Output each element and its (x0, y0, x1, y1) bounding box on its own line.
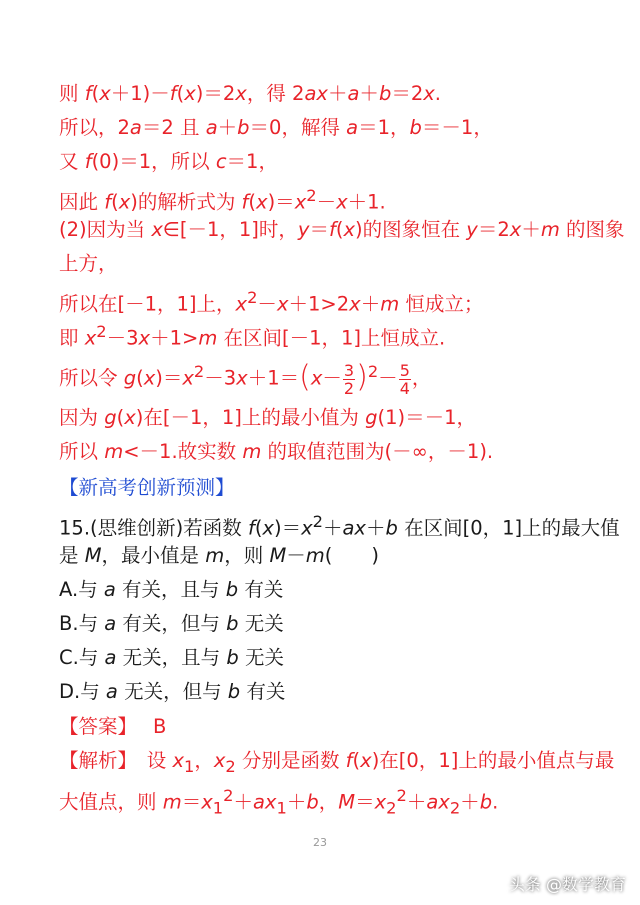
question-line-1: 15.(思维创新)若函数 $f(x)=x^2+ax+b$ 在区间[0，1]上的最大值 (59, 512, 620, 540)
solution-line-5: (2)因为当 x∈[－1，1]时，y＝f(x)的图象恒在 y＝2x＋m 的图象 (59, 218, 625, 241)
question-line-2: 是 M，最小值是 m，则 M－m( ) (59, 544, 379, 567)
solution-line-6: 上方， (59, 252, 118, 275)
solution-line-10: 因为 g(x)在[－1，1]上的最小值为 g(1)＝－1， (59, 406, 477, 429)
answer-line (59, 714, 166, 740)
solution-line-1: 则 f(x＋1)－f(x)＝2x，得 2ax＋a＋b＝2x. (59, 82, 441, 105)
solution-line-2: 所以，2a＝2 且 a＋b＝0，解得 a＝1，b＝－1， (59, 116, 493, 139)
analysis-line-1: 【解析】 设 $x_1$，$x_2$ 分别是函数 f(x)在[0，1]上的最小值点与最 (59, 749, 615, 776)
watermark: 头条 @数学教育 (508, 875, 626, 894)
solution-line-7: 所以在[－1，1]上，$x^2-x+1>2x+m$ 恒成立； (59, 288, 484, 316)
section-heading: 【新高考创新预测】 (59, 476, 235, 499)
solution-line-3: 又 f(0)＝1，所以 c＝1， (59, 150, 278, 173)
answer-label: 【答案】 (59, 715, 128, 738)
analysis-line-2: 大值点，则 $m=x_1^2+ax_1+b$，$M=x_2^2+ax_2+b$. (59, 786, 499, 818)
option-c: C.与 a 无关，且与 b 无关 (59, 646, 284, 669)
solution-line-4: 因此 f(x)的解析式为 $f(x)=x^2-x+1$. (59, 186, 386, 214)
option-b: B.与 a 有关，但与 b 无关 (59, 612, 284, 635)
analysis-label: 【解析】 (59, 749, 128, 772)
answer-value: B (152, 715, 167, 738)
solution-line-9: 所以令 $g(x)=x^2-3x+1=(x-$ $\frac{3}{2}$ )$^2$－ $\frac{5}{4}$ ， (59, 359, 432, 398)
option-d: D.与 a 无关，但与 b 有关 (59, 680, 286, 703)
solution-line-11: 所以 m<－1.故实数 m 的取值范围为(－∞，－1). (59, 440, 494, 463)
solution-line-8: 即 $x^2-3x+1>m$ 在区间[－1，1]上恒成立. (59, 322, 446, 350)
option-a: A.与 a 有关，且与 b 有关 (59, 578, 284, 601)
page-number: 23 (313, 836, 327, 849)
